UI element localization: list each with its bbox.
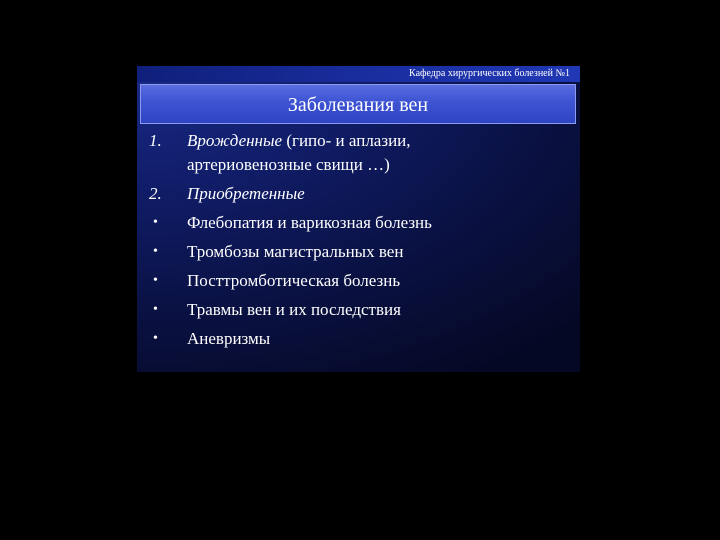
department-bar bbox=[137, 66, 580, 82]
list-item-emphasis: Приобретенные bbox=[187, 184, 305, 203]
list-item-text: Посттромботическая болезнь bbox=[187, 271, 401, 290]
bullet-icon: • bbox=[153, 331, 158, 346]
list-item-continuation: артериовенозные свищи …) bbox=[187, 155, 390, 174]
list-number: 1. bbox=[149, 131, 162, 150]
disease-list bbox=[137, 126, 580, 353]
list-item bbox=[137, 237, 580, 266]
bullet-icon: • bbox=[153, 244, 158, 259]
list-item bbox=[137, 324, 580, 353]
list-item bbox=[137, 295, 580, 324]
title-bar bbox=[140, 84, 576, 124]
list-item-emphasis: Врожденные bbox=[187, 131, 283, 150]
bullet-icon: • bbox=[153, 273, 158, 288]
list-item-text: Травмы вен и их последствия bbox=[187, 300, 401, 319]
slide-title: Заболевания вен bbox=[287, 94, 429, 116]
list-item-text: (гипо- и аплазии, bbox=[282, 131, 411, 150]
slide bbox=[137, 66, 580, 372]
list-item bbox=[137, 126, 580, 179]
list-item-text: Аневризмы bbox=[187, 329, 271, 348]
list-item bbox=[137, 179, 580, 208]
department-label: Кафедра хирургических болезней №1 bbox=[409, 68, 570, 79]
list-item bbox=[137, 208, 580, 237]
list-item bbox=[137, 266, 580, 295]
list-item-text: Флебопатия и варикозная болезнь bbox=[187, 213, 432, 232]
list-item-text: Тромбозы магистральных вен bbox=[187, 242, 404, 261]
list-number: 2. bbox=[149, 184, 162, 203]
bullet-icon: • bbox=[153, 215, 158, 230]
bullet-icon: • bbox=[153, 302, 158, 317]
